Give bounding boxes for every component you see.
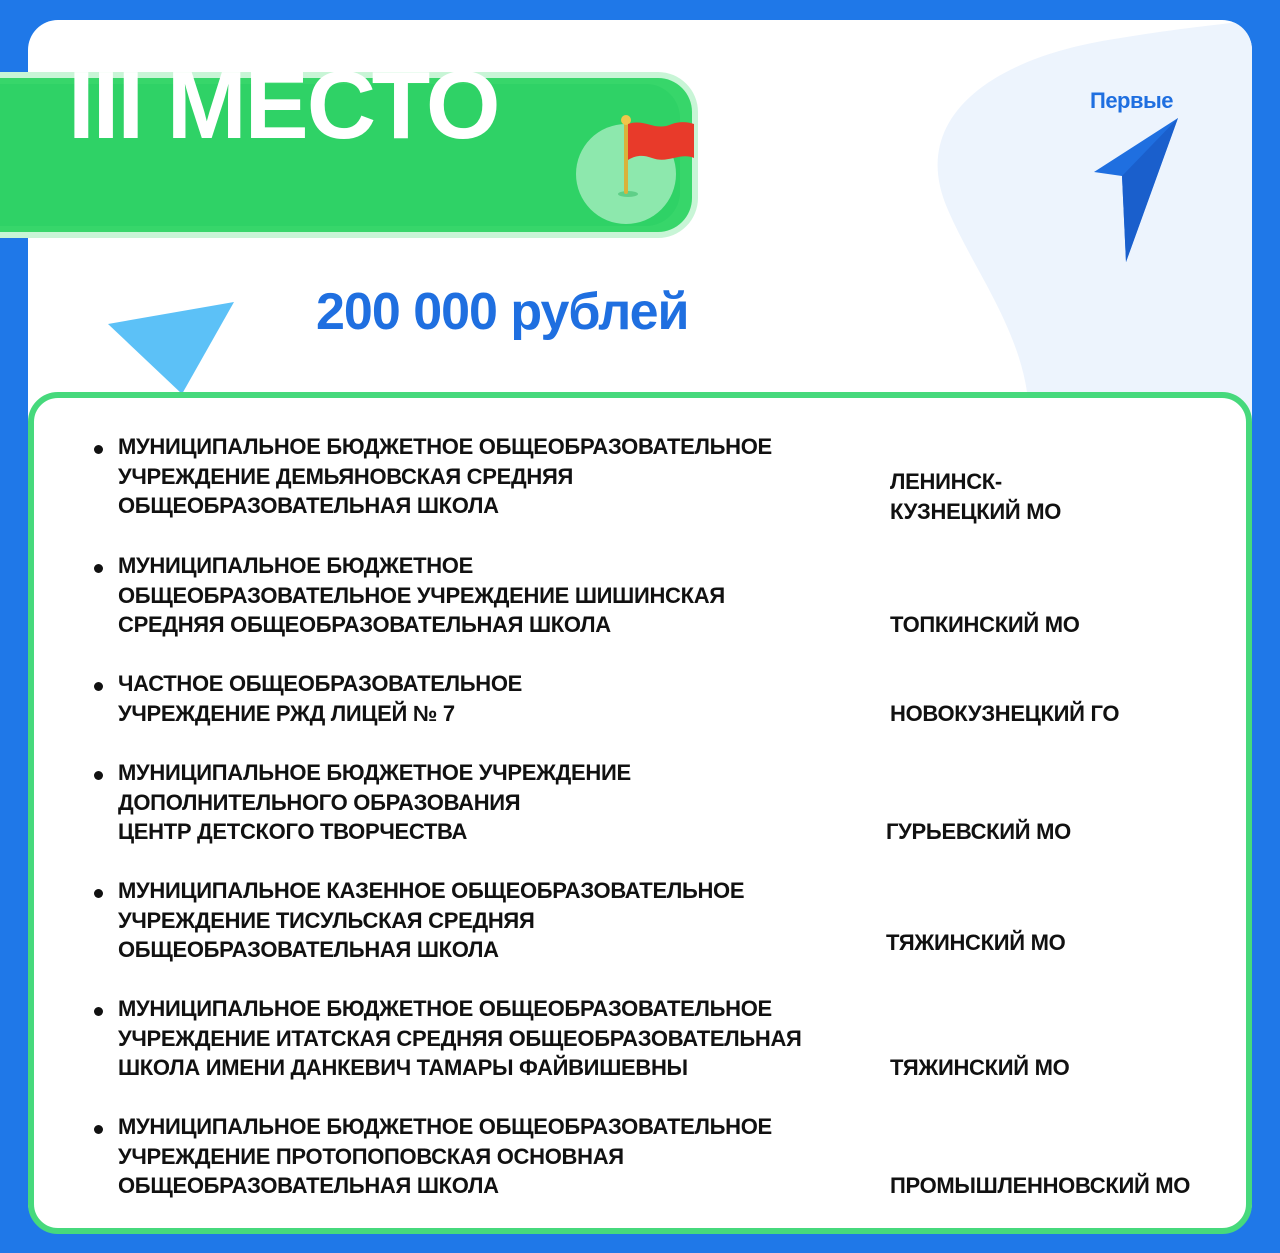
prize-amount: 200 000 рублей: [316, 283, 689, 341]
logo-text: Первые: [1090, 88, 1174, 113]
winner-name: МУНИЦИПАЛЬНОЕ КАЗЕННОЕ ОБЩЕОБРАЗОВАТЕЛЬНОЕ УЧРЕЖДЕНИЕ ТИСУЛЬСКАЯ СРЕДНЯЯ ОБЩЕОБРАЗОВАТЕЛЬНАЯ ШКОЛА: [118, 878, 745, 962]
winner-name: МУНИЦИПАЛЬНОЕ БЮДЖЕТНОЕ ОБЩЕОБРАЗОВАТЕЛЬНОЕ УЧРЕЖДЕНИЕ ПРОТОПОПОВСКАЯ ОСНОВНАЯ ОБЩЕОБРАЗОВАТЕЛЬНАЯ ШКОЛА: [118, 1114, 772, 1198]
list-bullet: [94, 771, 103, 780]
winner-name: МУНИЦИПАЛЬНОЕ БЮДЖЕТНОЕ УЧРЕЖДЕНИЕ ДОПОЛНИТЕЛЬНОГО ОБРАЗОВАНИЯ ЦЕНТР ДЕТСКОГО ТВОРЧЕСТВА: [118, 760, 631, 844]
winner-name: МУНИЦИПАЛЬНОЕ БЮДЖЕТНОЕ ОБЩЕОБРАЗОВАТЕЛЬНОЕ УЧРЕЖДЕНИЕ ДЕМЬЯНОВСКАЯ СРЕДНЯЯ ОБЩЕОБРАЗОВАТЕЛЬНАЯ ШКОЛА: [118, 434, 772, 518]
logo-arrow-icon: [1092, 118, 1182, 262]
winner-region: ЛЕНИНСК- КУЗНЕЦКИЙ МО: [890, 469, 1062, 524]
list-bullet: [94, 889, 103, 898]
decorative-triangle: [108, 302, 238, 394]
list-bullet: [94, 1125, 103, 1134]
winner-region: ПРОМЫШЛЕННОВСКИЙ МО: [890, 1173, 1191, 1198]
place-title: III МЕСТО: [68, 52, 499, 159]
winner-name: МУНИЦИПАЛЬНОЕ БЮДЖЕТНОЕ ОБЩЕОБРАЗОВАТЕЛЬНОЕ УЧРЕЖДЕНИЕ ШИШИНСКАЯ СРЕДНЯЯ ОБЩЕОБРАЗОВАТЕЛЬНАЯ ШКОЛА: [118, 553, 725, 637]
winner-name: ЧАСТНОЕ ОБЩЕОБРАЗОВАТЕЛЬНОЕ УЧРЕЖДЕНИЕ РЖД ЛИЦЕЙ № 7: [118, 671, 523, 726]
list-bullet: [94, 682, 103, 691]
list-bullet: [94, 1007, 103, 1016]
winner-region: ГУРЬЕВСКИЙ МО: [886, 819, 1071, 844]
winner-region: ТЯЖИНСКИЙ МО: [886, 930, 1066, 955]
winner-region: ТЯЖИНСКИЙ МО: [890, 1055, 1070, 1080]
list-bullet: [94, 564, 103, 573]
winner-name: МУНИЦИПАЛЬНОЕ БЮДЖЕТНОЕ ОБЩЕОБРАЗОВАТЕЛЬНОЕ УЧРЕЖДЕНИЕ ИТАТСКАЯ СРЕДНЯЯ ОБЩЕОБРАЗОВАТЕЛЬНАЯ ШКОЛА ИМЕНИ ДАНКЕВИЧ ТАМАРЫ ФАЙВИШЕВНЫ: [118, 996, 802, 1080]
winner-region: НОВОКУЗНЕЦКИЙ ГО: [890, 701, 1120, 726]
list-bullet: [94, 445, 103, 454]
red-flag-icon: [600, 112, 700, 202]
winner-region: ТОПКИНСКИЙ МО: [890, 612, 1080, 637]
